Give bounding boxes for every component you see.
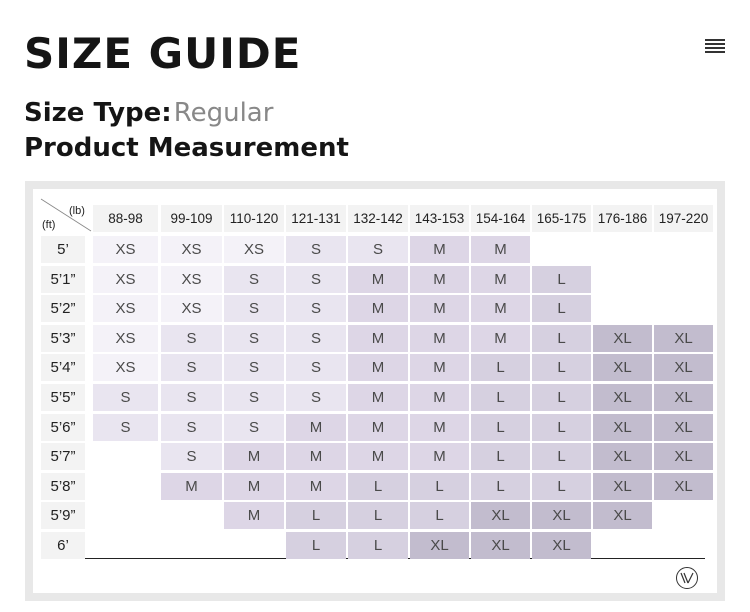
size-cell: L: [532, 325, 591, 352]
size-cell: L: [532, 384, 591, 411]
size-cell: M: [410, 236, 469, 263]
height-row-header: 5’2”: [41, 295, 85, 322]
size-cell: M: [348, 443, 408, 470]
size-cell: XL: [410, 532, 469, 559]
weight-range-header: 154-164: [471, 205, 530, 232]
size-cell: M: [224, 443, 284, 470]
weight-range-header: 165-175: [532, 205, 591, 232]
size-cell: S: [161, 443, 222, 470]
size-cell: XL: [471, 502, 530, 529]
size-cell: M: [471, 295, 530, 322]
weight-range-header: 176-186: [593, 205, 652, 232]
size-cell: XS: [161, 295, 222, 322]
height-unit-label: (ft): [42, 219, 56, 231]
weight-range-header: 121-131: [286, 205, 346, 232]
size-cell: XL: [593, 384, 652, 411]
size-cell: L: [471, 414, 530, 441]
size-cell: M: [286, 414, 346, 441]
weight-range-header: 143-153: [410, 205, 469, 232]
size-cell: M: [286, 443, 346, 470]
size-cell: L: [532, 443, 591, 470]
size-cell: S: [224, 384, 284, 411]
size-cell: XL: [532, 532, 591, 559]
size-cell: S: [286, 295, 346, 322]
size-cell: M: [410, 414, 469, 441]
size-cell: S: [161, 354, 222, 381]
page-title: SIZE GUIDE: [24, 29, 302, 78]
size-cell: XL: [593, 443, 652, 470]
size-cell: XL: [654, 473, 713, 500]
size-cell: XL: [654, 414, 713, 441]
size-cell: M: [348, 325, 408, 352]
size-cell: L: [348, 532, 408, 559]
size-cell: XL: [593, 473, 652, 500]
size-cell: XL: [654, 354, 713, 381]
size-cell: M: [410, 384, 469, 411]
size-cell: XS: [161, 266, 222, 293]
size-cell: M: [286, 473, 346, 500]
size-cell: M: [471, 266, 530, 293]
size-cell: S: [224, 414, 284, 441]
size-cell: M: [224, 473, 284, 500]
size-cell: L: [532, 414, 591, 441]
size-cell: L: [532, 295, 591, 322]
size-cell: M: [471, 325, 530, 352]
size-cell: S: [286, 354, 346, 381]
size-type: [24, 96, 273, 130]
size-cell: M: [410, 354, 469, 381]
height-row-header: 5’1”: [41, 266, 85, 293]
size-cell: M: [410, 266, 469, 293]
size-cell: M: [410, 325, 469, 352]
size-cell: L: [410, 473, 469, 500]
hamburger-menu-icon[interactable]: [705, 39, 725, 53]
section-heading: Product Measurement: [24, 133, 349, 163]
size-cell: S: [286, 236, 346, 263]
height-row-header: 5’: [41, 236, 85, 263]
size-cell: M: [348, 295, 408, 322]
size-type-label: Size Type:: [24, 98, 172, 128]
height-row-header: 5’8”: [41, 473, 85, 500]
size-cell: L: [286, 532, 346, 559]
size-cell: XS: [161, 236, 222, 263]
size-cell: M: [348, 354, 408, 381]
height-row-header: 5’7”: [41, 443, 85, 470]
size-cell: S: [224, 325, 284, 352]
size-cell: M: [410, 295, 469, 322]
size-cell: L: [471, 354, 530, 381]
size-cell: XL: [654, 325, 713, 352]
weight-range-header: 197-220: [654, 205, 713, 232]
size-cell: M: [348, 414, 408, 441]
table-corner: [39, 197, 93, 233]
height-row-header: 5’9”: [41, 502, 85, 529]
size-cell: XL: [593, 502, 652, 529]
brand-logo-icon[interactable]: [675, 566, 699, 590]
size-cell: S: [224, 266, 284, 293]
size-cell: S: [224, 354, 284, 381]
size-cell: XL: [593, 414, 652, 441]
weight-unit-label: (lb): [69, 205, 85, 217]
size-cell: XL: [654, 384, 713, 411]
size-cell: XL: [593, 325, 652, 352]
weight-range-header: 88-98: [93, 205, 158, 232]
size-cell: L: [410, 502, 469, 529]
size-cell: S: [161, 325, 222, 352]
size-cell: XL: [654, 443, 713, 470]
size-cell: XL: [593, 354, 652, 381]
height-row-header: 5’6”: [41, 414, 85, 441]
size-cell: L: [471, 443, 530, 470]
size-cell: M: [348, 266, 408, 293]
size-cell: L: [471, 384, 530, 411]
size-cell: XS: [93, 295, 158, 322]
size-cell: L: [286, 502, 346, 529]
weight-range-header: 132-142: [348, 205, 408, 232]
height-row-header: 5’4”: [41, 354, 85, 381]
size-cell: L: [532, 266, 591, 293]
size-cell: S: [348, 236, 408, 263]
weight-range-header: 99-109: [161, 205, 222, 232]
height-row-header: 5’5”: [41, 384, 85, 411]
height-row-header: 6’: [41, 532, 85, 559]
size-cell: S: [286, 384, 346, 411]
size-cell: S: [161, 384, 222, 411]
height-row-header: 5’3”: [41, 325, 85, 352]
size-cell: S: [224, 295, 284, 322]
size-chart-frame: [25, 181, 725, 601]
size-cell: L: [348, 473, 408, 500]
size-type-value: Regular: [173, 98, 274, 128]
size-cell: M: [410, 443, 469, 470]
size-cell: S: [93, 384, 158, 411]
size-cell: XS: [93, 325, 158, 352]
size-cell: L: [532, 473, 591, 500]
size-cell: XS: [93, 266, 158, 293]
size-cell: S: [286, 266, 346, 293]
weight-range-header: 110-120: [224, 205, 284, 232]
size-cell: XS: [224, 236, 284, 263]
size-cell: M: [161, 473, 222, 500]
size-cell: XS: [93, 354, 158, 381]
size-cell: M: [348, 384, 408, 411]
size-cell: S: [93, 414, 158, 441]
size-cell: L: [348, 502, 408, 529]
size-cell: XL: [532, 502, 591, 529]
size-cell: S: [286, 325, 346, 352]
size-cell: S: [161, 414, 222, 441]
size-chart-table: [33, 189, 717, 593]
size-cell: L: [471, 473, 530, 500]
size-cell: XL: [471, 532, 530, 559]
size-cell: XS: [93, 236, 158, 263]
size-cell: M: [471, 236, 530, 263]
size-cell: L: [532, 354, 591, 381]
size-cell: M: [224, 502, 284, 529]
